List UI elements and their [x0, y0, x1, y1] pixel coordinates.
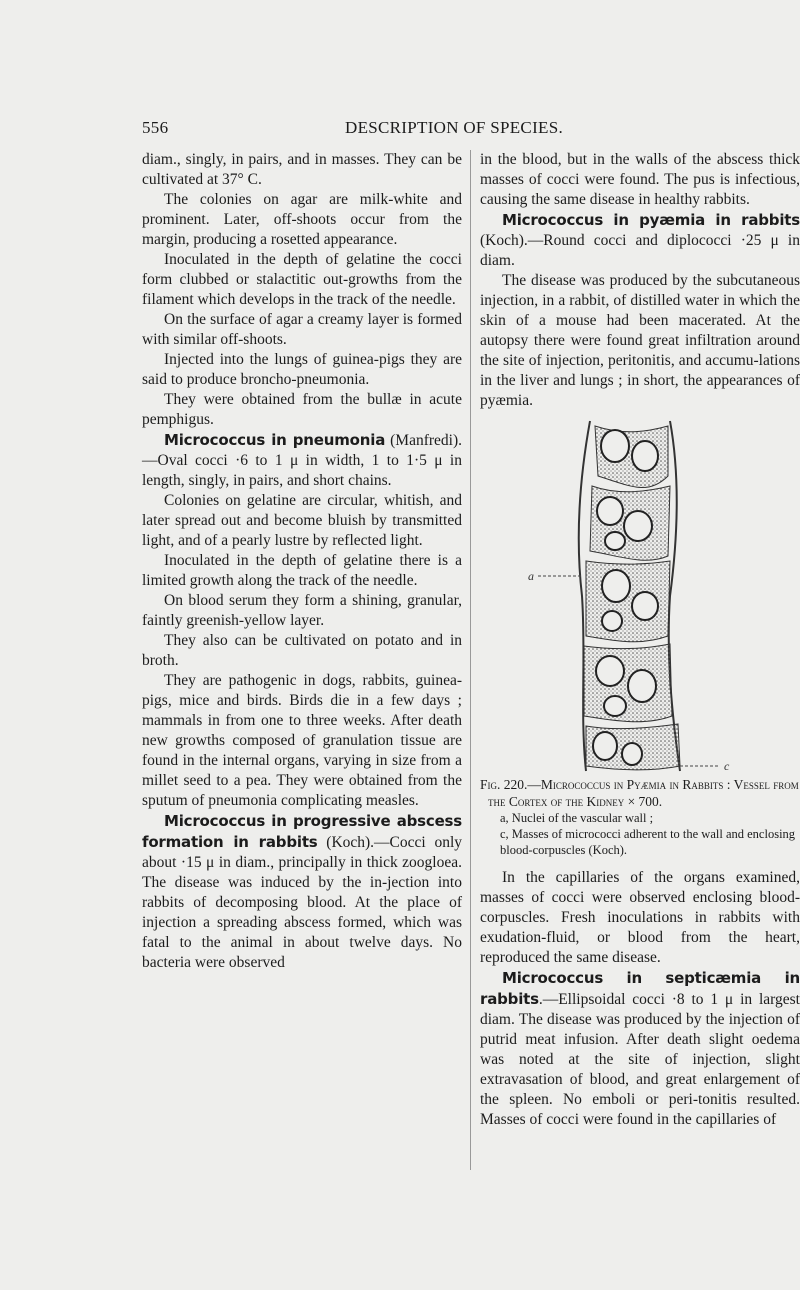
species-text: (Koch).—Cocci only about ·15 μ in diam., principally in thick zoogloea. The disease was induced by the in-jection into rabbits of decomposing blood. At the place of injection a spreading abscess formed, which was fatal to the animal in about twelve days. No bacteria were observed — [142, 834, 463, 971]
paragraph: Inoculated in the depth of gelatine there is a limited growth along the track of the needle. — [142, 552, 462, 589]
paragraph: Inoculated in the depth of gelatine the cocci form clubbed or stalactitic out-growths from the filament which develops in the track of the needle. — [142, 251, 462, 308]
paragraph: They were obtained from the bullæ in acute pemphigus. — [142, 391, 462, 428]
figure-220 — [480, 416, 800, 776]
species-entry — [480, 210, 800, 271]
figure-caption — [480, 776, 800, 858]
species-text: .—Ellipsoidal cocci ·8 to 1 μ in largest diam. The disease was produced by the injection of putrid meat infusion. After death slight oedema was noted at the site of injection, slight extravasation of blood, and great enlargement of the spleen. No emboli or peri-tonitis resulted. Masses of cocci were found in the capillaries of — [480, 991, 800, 1128]
species-entry — [142, 430, 462, 491]
right-column — [480, 150, 800, 1130]
figure-caption-a: a, Nuclei of the vascular wall ; — [500, 811, 654, 825]
column-divider — [470, 150, 471, 1170]
kidney-vessel-illustration — [520, 416, 760, 776]
figure-label-c: c — [724, 759, 730, 773]
paragraph: in the blood, but in the walls of the abscess thick masses of cocci were found. The pus is infectious, causing the same disease in healthy rabbits. — [480, 151, 800, 208]
paragraph: Injected into the lungs of guinea-pigs they are said to produce broncho-pneumonia. — [142, 351, 462, 388]
species-heading: Micrococcus in pneumonia — [164, 431, 386, 449]
paragraph: In the capillaries of the organs examined, masses of cocci were observed enclosing blood-corpuscles. Fresh inoculations in rabbits with exudation-fluid, or blood from the heart, reproduced the same disease. — [480, 869, 800, 966]
paragraph: The colonies on agar are milk-white and prominent. Later, off-shoots occur from the margin, producing a rosetted appearance. — [142, 191, 462, 248]
paragraph: The disease was produced by the subcutaneous injection, in a rabbit, of distilled water in which the skin of a mouse had been macerated. At the autopsy there were found great infiltration around the site of injection, peritonitis, and accumu-lations in the liver and lungs ; in short, the appearances of pyæmia. — [480, 272, 800, 409]
figure-caption-c: c, Masses of micrococci adherent to the wall and enclosing blood-corpuscles (Koch). — [500, 827, 796, 857]
species-heading: Micrococcus in pyæmia in rabbits — [502, 211, 800, 229]
species-heading: Micrococcus in progressive abscess formation in rabbits — [142, 812, 462, 851]
paragraph: On the surface of agar a creamy layer is formed with similar off-shoots. — [142, 311, 462, 348]
paragraph: They also can be cultivated on potato and in broth. — [142, 632, 462, 669]
paragraph: diam., singly, in pairs, and in masses. They can be cultivated at 37° C. — [142, 151, 462, 188]
paragraph: Colonies on gelatine are circular, whitish, and later spread out and become bluish by transmitted light, and of a pearly lustre by reflected light. — [142, 492, 462, 549]
left-column — [142, 150, 462, 973]
species-text: (Manfredi).—Oval cocci ·6 to 1 μ in width, 1 to 1·5 μ in length, singly, in pairs, and short chains. — [142, 432, 462, 489]
figure-label-a: a — [528, 569, 534, 583]
running-head: DESCRIPTION OF SPECIES. — [345, 118, 564, 137]
species-entry — [480, 968, 800, 1130]
paragraph: They are pathogenic in dogs, rabbits, guinea-pigs, mice and birds. Birds die in a few days ; mammals in from one to three weeks. After death new growths composed of granulation tissue are found in the internal organs, varying in size from a millet seed to a pea. They were obtained from the sputum of pneumonia complicating measles. — [142, 672, 462, 809]
figure-caption-title: Fig. 220.—Micrococcus in Pyæmia in Rabbits : Vessel from the Cortex of the Kidney × 700. — [480, 777, 799, 809]
species-entry — [142, 811, 462, 973]
page-number: 556 — [142, 118, 169, 137]
paragraph: On blood serum they form a shining, granular, faintly greenish-yellow layer. — [142, 592, 462, 629]
species-text: (Koch).—Round cocci and diplococci ·25 μ in diam. — [480, 232, 800, 269]
figure-caption-notes — [500, 810, 800, 858]
species-heading: Micrococcus in septicæmia in rabbits — [480, 969, 800, 1008]
